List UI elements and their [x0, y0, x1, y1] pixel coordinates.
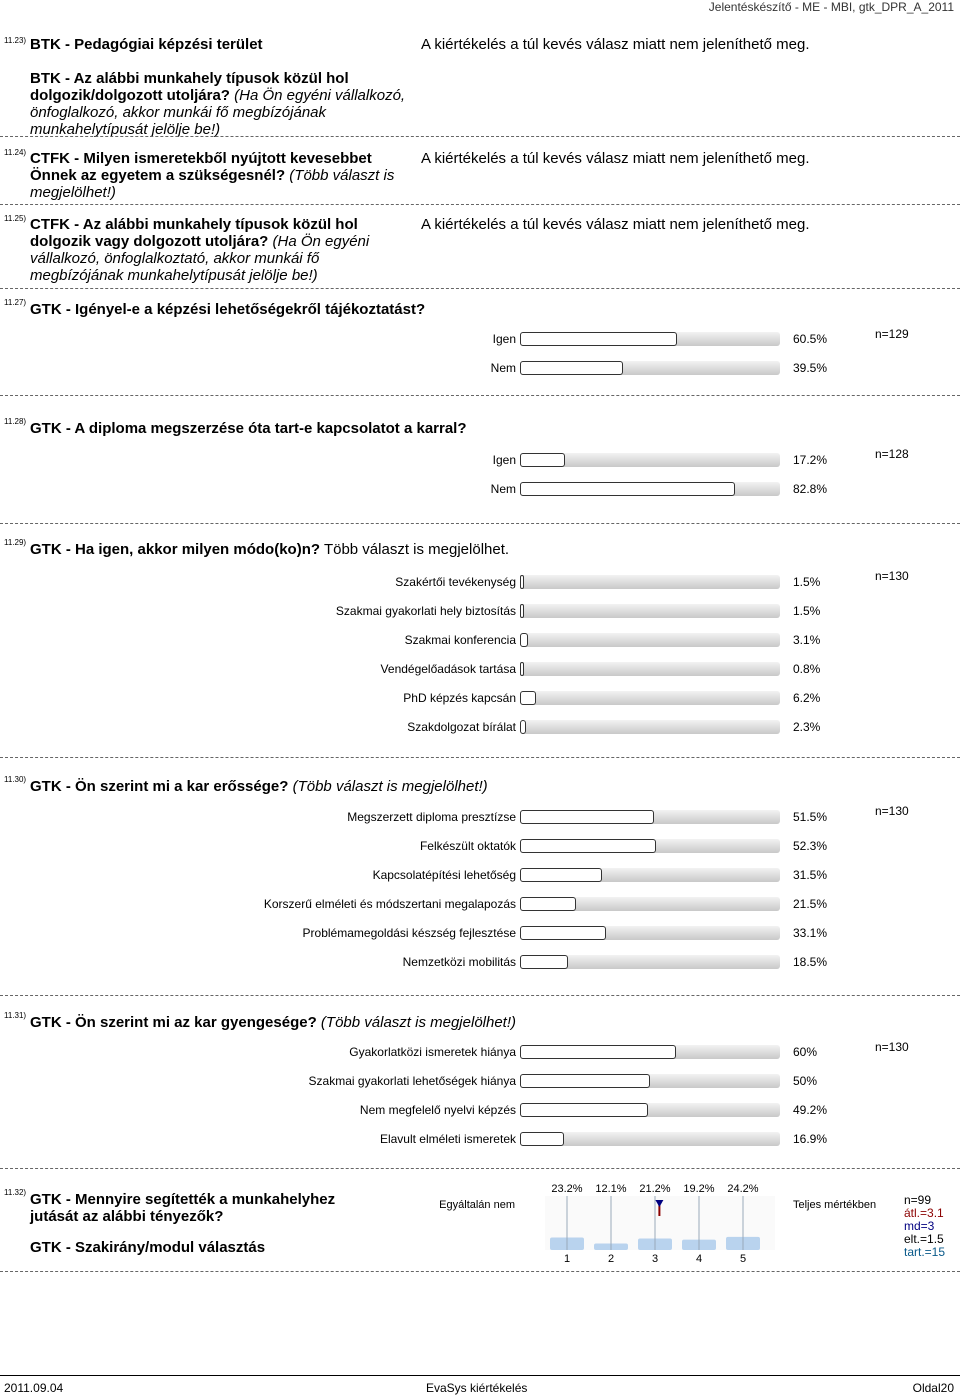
bar-percent: 0.8%	[793, 662, 821, 676]
bar-percent: 17.2%	[793, 453, 828, 467]
respondent-count: n=130	[875, 569, 909, 583]
bar-fill	[520, 361, 623, 375]
bar-track	[520, 575, 780, 589]
separator	[0, 204, 960, 205]
question-subtitle: GTK - Szakirány/modul választás	[30, 1239, 266, 1256]
bar-label: PhD képzés kapcsán	[403, 691, 516, 705]
histogram-category-label: 3	[651, 1253, 659, 1265]
percent-bar	[520, 839, 782, 853]
percent-bar	[520, 453, 782, 467]
respondent-count: n=130	[875, 804, 909, 818]
respondent-count: n=128	[875, 447, 909, 461]
histogram-value-label: 23.2%	[551, 1183, 583, 1195]
footer-page: Oldal20	[912, 1381, 954, 1395]
percent-bar	[520, 1132, 782, 1146]
bar-label: Problémamegoldási készség fejlesztése	[302, 926, 516, 940]
bar-percent: 1.5%	[793, 575, 821, 589]
bar-label: Igen	[492, 332, 516, 346]
bar-percent: 60%	[793, 1045, 818, 1059]
bar-percent: 50%	[793, 1074, 818, 1088]
question-title: GTK - Igényel-e a képzési lehetőségekről tájékoztatást?	[30, 301, 426, 318]
bar-track	[520, 662, 780, 676]
question-title: BTK - Pedagógiai képzési terület	[30, 36, 263, 53]
histogram-value-label: 24.2%	[727, 1183, 759, 1195]
bar-label: Felkészült oktatók	[419, 839, 516, 853]
bar-fill	[520, 633, 528, 647]
bar-fill	[520, 691, 536, 705]
question-title: BTK - Az alábbi munkahely típusok közül hol dolgozik/dolgozott utoljára? (Ha Ön egyéni vállalkozó, önfoglalkozó, akkor munkái fő megbízójának munkahelytípusát jelölje be!)	[30, 70, 406, 138]
percent-bar	[520, 332, 782, 346]
percent-bar	[520, 955, 782, 969]
histogram-category-label: 1	[563, 1253, 571, 1265]
stat-n: n=99	[904, 1193, 932, 1207]
question-number: 11.24)	[4, 148, 27, 157]
percent-bar	[520, 633, 782, 647]
question-number: 11.30)	[4, 775, 27, 784]
stat-abstention: tart.=15	[904, 1245, 946, 1259]
bar-percent: 52.3%	[793, 839, 828, 853]
bar-percent: 6.2%	[793, 691, 821, 705]
bar-label: Szakmai konferencia	[404, 633, 516, 647]
stat-mean: átl.=3.1	[904, 1206, 944, 1220]
bar-percent: 2.3%	[793, 720, 821, 734]
bar-fill	[520, 1132, 564, 1146]
question-number: 11.27)	[4, 298, 27, 307]
question-number: 11.25)	[4, 214, 27, 223]
bar-fill	[520, 453, 565, 467]
bar-percent: 82.8%	[793, 482, 828, 496]
histogram-category-label: 4	[695, 1253, 703, 1265]
bar-fill	[520, 955, 568, 969]
histogram-chart	[540, 1180, 780, 1270]
bar-label: Kapcsolatépítési lehetőség	[372, 868, 516, 882]
histogram-value-label: 12.1%	[595, 1183, 627, 1195]
bar-track	[520, 604, 780, 618]
percent-bar	[520, 482, 782, 496]
footer-date: 2011.09.04	[4, 1381, 64, 1395]
bar-fill	[520, 1103, 648, 1117]
bar-fill	[520, 1045, 676, 1059]
bar-fill	[520, 575, 524, 589]
bar-label: Megszerzett diploma presztízse	[347, 810, 516, 824]
bar-label: Gyakorlatközi ismeretek hiánya	[349, 1045, 516, 1059]
percent-bar	[520, 575, 782, 589]
question-number: 11.31)	[4, 1011, 27, 1020]
bar-fill	[520, 839, 656, 853]
separator	[0, 757, 960, 758]
percent-bar	[520, 810, 782, 824]
question-number: 11.32)	[4, 1188, 27, 1197]
histogram-value-label: 19.2%	[683, 1183, 715, 1195]
bar-fill	[520, 332, 677, 346]
not-displayable-note: A kiértékelés a túl kevés válasz miatt nem jeleníthető meg.	[421, 216, 810, 233]
bar-track	[520, 633, 780, 647]
percent-bar	[520, 897, 782, 911]
bar-percent: 18.5%	[793, 955, 828, 969]
bar-percent: 49.2%	[793, 1103, 828, 1117]
footer-center: EvaSys kiértékelés	[426, 1381, 528, 1395]
stat-median: md=3	[904, 1219, 935, 1233]
percent-bar	[520, 926, 782, 940]
separator	[0, 523, 960, 524]
separator	[0, 1168, 960, 1169]
bar-fill	[520, 1074, 650, 1088]
percent-bar	[520, 1103, 782, 1117]
bar-label: Elavult elméleti ismeretek	[379, 1132, 516, 1146]
bar-fill	[520, 662, 524, 676]
bar-percent: 33.1%	[793, 926, 828, 940]
question-title: GTK - Ön szerint mi a kar erőssége? (Több választ is megjelölhet!)	[30, 778, 488, 795]
percent-bar	[520, 720, 782, 734]
bar-label: Vendégelőadások tartása	[380, 662, 516, 676]
stat-deviation: elt.=1.5	[904, 1232, 944, 1246]
bar-percent: 1.5%	[793, 604, 821, 618]
question-title: GTK - A diploma megszerzése óta tart-e kapcsolatot a karral?	[30, 420, 467, 437]
histogram-value-label: 21.2%	[639, 1183, 671, 1195]
bar-label: Igen	[492, 453, 516, 467]
percent-bar	[520, 691, 782, 705]
percent-bar	[520, 662, 782, 676]
not-displayable-note: A kiértékelés a túl kevés válasz miatt nem jeleníthető meg.	[421, 36, 810, 53]
question-title: CTFK - Milyen ismeretekből nyújtott kevesebbet Önnek az egyetem a szükségesnél? (Több választ is megjelölhet!)	[30, 150, 395, 201]
bar-label: Nemzetközi mobilitás	[402, 955, 516, 969]
percent-bar	[520, 868, 782, 882]
bar-percent: 39.5%	[793, 361, 828, 375]
question-title: GTK - Mennyire segítették a munkahelyhez jutását az alábbi tényezők?	[30, 1191, 336, 1225]
bar-label: Szakmai gyakorlati lehetőségek hiánya	[308, 1074, 516, 1088]
bar-label: Szakmai gyakorlati hely biztosítás	[335, 604, 516, 618]
bar-track	[520, 720, 780, 734]
bar-percent: 3.1%	[793, 633, 821, 647]
question-title: CTFK - Az alábbi munkahely típusok közül hol dolgozik vagy dolgozott utoljára? (Ha Ön egyéni vállalkozó, önfoglalkoztató, akkor munkái fő megbízójának munkahelytípusát jelölje be!)	[30, 216, 370, 284]
not-displayable-note: A kiértékelés a túl kevés válasz miatt nem jeleníthető meg.	[421, 150, 810, 167]
question-title: GTK - Ha igen, akkor milyen módo(ko)n? Több választ is megjelölhet.	[30, 541, 510, 558]
bar-percent: 51.5%	[793, 810, 828, 824]
bar-percent: 21.5%	[793, 897, 828, 911]
bar-fill	[520, 810, 654, 824]
respondent-count: n=129	[875, 327, 909, 341]
question-number: 11.29)	[4, 538, 27, 547]
bar-percent: 60.5%	[793, 332, 828, 346]
bar-label: Nem megfelelő nyelvi képzés	[359, 1103, 516, 1117]
scale-right-label: Teljes mértékben	[793, 1199, 877, 1211]
footer-rule	[0, 1375, 960, 1376]
respondent-count: n=130	[875, 1040, 909, 1054]
bar-fill	[520, 720, 526, 734]
bar-label: Korszerű elméleti és módszertani megalapozás	[263, 897, 516, 911]
percent-bar	[520, 361, 782, 375]
histogram-category-label: 5	[739, 1253, 747, 1265]
percent-bar	[520, 604, 782, 618]
question-title: GTK - Ön szerint mi az kar gyengesége? (Több választ is megjelölhet!)	[30, 1014, 517, 1031]
bar-label: Szakdolgozat bírálat	[407, 720, 516, 734]
bar-fill	[520, 868, 602, 882]
separator	[0, 136, 960, 137]
separator	[0, 995, 960, 996]
bar-fill	[520, 604, 524, 618]
bar-percent: 16.9%	[793, 1132, 828, 1146]
bar-label: Nem	[490, 482, 516, 496]
report-header: Jelentéskészítő - ME - MBI, gtk_DPR_A_2011	[708, 0, 954, 14]
bar-fill	[520, 926, 606, 940]
bar-percent: 31.5%	[793, 868, 828, 882]
percent-bar	[520, 1074, 782, 1088]
question-number: 11.23)	[4, 36, 27, 45]
histogram-category-label: 2	[607, 1253, 615, 1265]
question-number: 11.28)	[4, 417, 27, 426]
separator	[0, 395, 960, 396]
bar-track	[520, 691, 780, 705]
bar-label: Nem	[490, 361, 516, 375]
percent-bar	[520, 1045, 782, 1059]
bar-fill	[520, 482, 735, 496]
bar-fill	[520, 897, 576, 911]
bar-label: Szakértői tevékenység	[395, 575, 516, 589]
scale-left-label: Egyáltalán nem	[439, 1199, 515, 1211]
separator	[0, 288, 960, 289]
separator	[0, 1271, 960, 1272]
